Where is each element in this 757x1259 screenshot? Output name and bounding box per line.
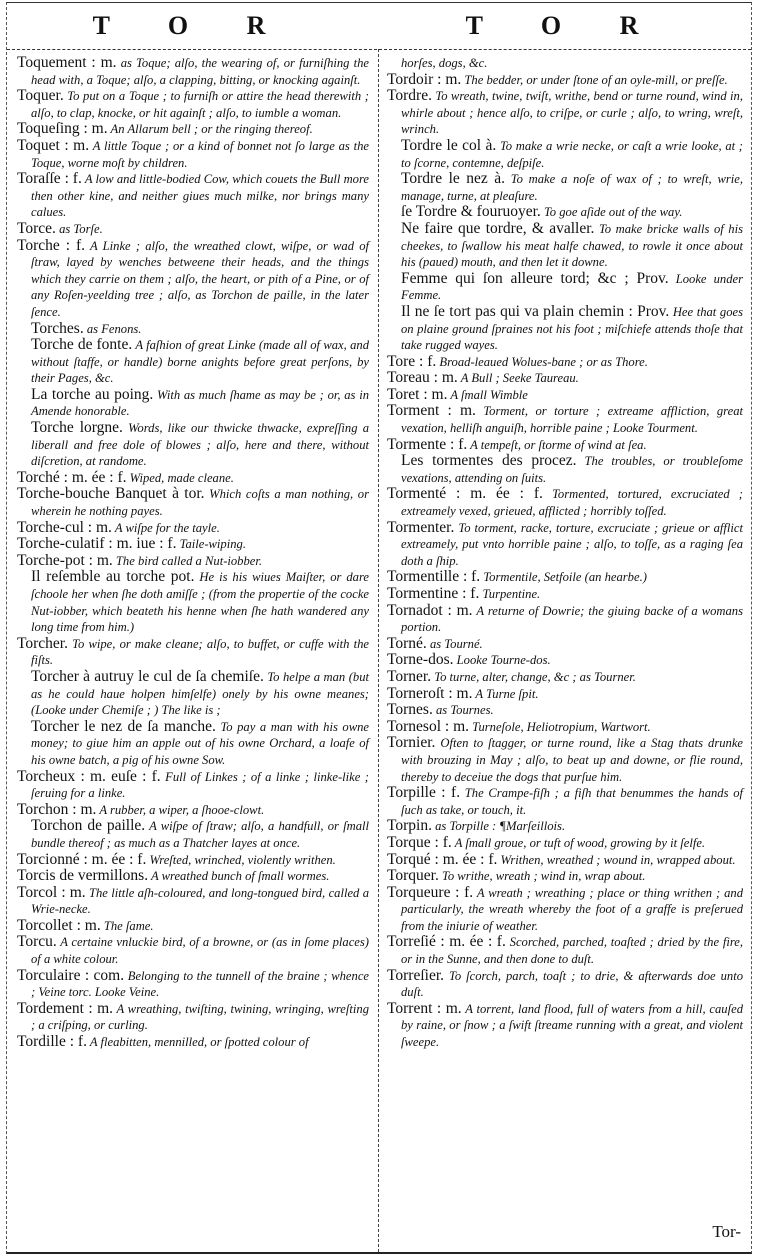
definition: To turne, alter, change, &c ; as Tourner. [431, 669, 636, 684]
dictionary-entry [387, 88, 743, 138]
definition: He is his wiues Maiſter, or dare ſchoole her when ſhe doth amiſſe ; (from the propertie of the cocke Nut-iobber, which beateth his henne when ſhe hath wandered any long time from him.) [31, 570, 369, 635]
dictionary-entry [17, 769, 369, 802]
definition: To pay a man with his owne money; to giue him an apple out of his owne Orchard, a loafe of his owne batch, a pig of his owne Sow. [31, 719, 369, 767]
definition: as Torpille : ¶Marſeillois. [431, 819, 566, 834]
dictionary-entry [17, 918, 369, 935]
dictionary-entry [387, 304, 743, 354]
dictionary-entry [17, 569, 369, 635]
definition: To wreath, twine, twiſt, writhe, bend or turne round, wind in, whirle about ; hence alſo, to criſpe, or curle ; alſo, to wring, wreſt, wrinch. [401, 89, 743, 137]
definition: A wiſpe of ſtraw; alſo, a handfull, or ſmall bundle thereof ; as much as a Thatcher layes at once. [31, 819, 369, 850]
headword: Torculaire : com. [17, 966, 125, 984]
left-column [17, 55, 369, 1051]
dictionary-entry [17, 420, 369, 470]
dictionary-entry [387, 271, 743, 304]
headword: Torcollet : m. [17, 916, 101, 934]
headword: Toquet : m. [17, 136, 90, 154]
headword: Torreſier. [387, 966, 445, 984]
dictionary-entry [17, 387, 369, 420]
definition: To make a noſe of wax of ; to wreſt, wrie, manage, turne, at pleaſure. [401, 172, 743, 203]
dictionary-entry [387, 968, 743, 1001]
dictionary-entry [17, 802, 369, 819]
definition: To writhe, wreath ; wind in, wrap about. [438, 869, 646, 884]
dictionary-entry [17, 1001, 369, 1034]
headword: Torche-cul : m. [17, 518, 112, 536]
definition: Tormentile, Setfoile (an hearbe.) [480, 570, 647, 585]
dictionary-entry [17, 520, 369, 537]
definition: Belonging to the tunnell of the braine ; whence ; Veine torc. Looke Veine. [31, 968, 370, 1000]
dictionary-entry [387, 370, 743, 387]
headword: Toret : m. [387, 385, 448, 403]
headword: Tordille : f. [17, 1033, 87, 1051]
dictionary-entry [387, 652, 743, 669]
dictionary-entry [17, 171, 369, 221]
headword: Tormenté : m. ée : f. [387, 485, 543, 503]
dictionary-entry [387, 403, 743, 436]
headword: Torcheux : m. euſe : f. [17, 767, 161, 785]
dictionary-entry [387, 520, 743, 570]
definition: The bedder, or under ſtone of an oyle-mill, or preſſe. [461, 72, 728, 87]
dictionary-entry [387, 669, 743, 686]
dictionary-entry [387, 1001, 743, 1051]
headword: Torquer. [387, 867, 439, 885]
headword: Torqueure : f. [387, 883, 474, 901]
definition: as Fenons. [83, 321, 142, 336]
dictionary-entry [387, 486, 743, 519]
dictionary-entry [17, 321, 369, 338]
headword: Tordre. [387, 87, 432, 105]
catchword: Tor- [712, 1222, 741, 1241]
dictionary-entry [387, 72, 743, 89]
dictionary-entry [387, 719, 743, 736]
headword: Torce. [17, 219, 56, 237]
dictionary-entry [387, 55, 743, 72]
definition: To wipe, or make cleane; alſo, to buffet, or cuffe with the fiſts. [31, 636, 369, 668]
dictionary-entry [17, 852, 369, 869]
headword: Torqué : m. ée : f. [387, 850, 498, 868]
definition: Turneſole, Heliotropium, Wartwort. [469, 719, 651, 734]
headword: Tordoir : m. [387, 70, 462, 88]
headword: Toquement : m. [17, 54, 117, 71]
dictionary-entry [17, 138, 369, 171]
definition: A returne of Dowrie; the giuing backe of a womans portion. [401, 603, 743, 635]
definition: as Toque; alſo, the wearing of, or furniſhing the head with, a Toque; alſo, a clapping, bitting, or knocking againſt. [31, 56, 370, 87]
definition: Words, like our thwicke thwacke, expreſſing a liberall and free dole of blowes ; alſo, here and there, without diſcretion, at randome. [31, 421, 369, 469]
dictionary-entry [387, 702, 743, 719]
definition: as Torſe. [55, 221, 103, 236]
dictionary-entry [17, 486, 369, 519]
definition: A tempeſt, or ſtorme of wind at ſea. [467, 437, 647, 452]
headword: Ne faire que tordre, & avaller. [401, 219, 595, 237]
headword: Tormentine : f. [387, 585, 480, 602]
dictionary-entry [17, 1034, 369, 1051]
definition: A low and little-bodied Cow, which couets the Bull more then other kine, and neither giues much milke, nor brings many calues. [31, 172, 370, 220]
definition: The little aſh-coloured, and long-tongued bird, called a Wrie-necke. [31, 885, 369, 917]
definition: To helpe a man (but as he could haue holpen himſelfe) onely by his owne meanes; (Looke under Chemiſe ; ) The like is ; [31, 669, 369, 718]
dictionary-entry [387, 636, 743, 653]
definition: A ſmall Wimble [447, 387, 528, 402]
headword: Torcher à autruy le cul de ſa chemiſe. [31, 667, 264, 685]
dictionary-entry [17, 553, 369, 570]
dictionary-entry [17, 636, 369, 669]
dictionary-entry [387, 437, 743, 454]
headword: Torneroſt : m. [387, 684, 473, 702]
headword: Toqueſing : m. [17, 120, 108, 138]
definition: A faſhion of great Linke (made all of wax, and without ſtaffe, or handle) borne anights before great perſons, by their Pages, &c. [31, 338, 369, 386]
definition: To make bricke walls of his cheekes, to ſwallow his meat halfe chawed, to rowle it once about his (paued) mouth, and then let it downe. [401, 221, 743, 270]
headword: Tornes. [387, 701, 433, 719]
headword: Tore : f. [387, 352, 437, 370]
definition: Taile-wiping. [176, 537, 246, 552]
dictionary-entry [387, 835, 743, 852]
dictionary-entry [17, 55, 369, 88]
definition: Torment, or torture ; extreame affliction, great vexation, helliſh anguiſh, horrible paine ; Looke Tourment. [401, 404, 743, 436]
headword: Torches. [31, 319, 84, 337]
column-divider [378, 49, 379, 1252]
headword: Torche de fonte. [31, 336, 133, 354]
definition: A ſmall groue, or tuft of wood, growing by it ſelfe. [451, 835, 706, 850]
headword: Torche-culatif : m. iue : f. [17, 535, 177, 553]
dictionary-entry [17, 121, 369, 138]
headword: Torcher le nez de ſa manche. [31, 717, 216, 735]
headword: Torcol : m. [17, 883, 86, 901]
headword: Tormenter. [387, 518, 455, 536]
headword: Tornier. [387, 734, 436, 752]
definition: Turpentine. [479, 587, 541, 601]
definition: Full of Linkes ; of a linke ; linke-like ; ſeruing for a linke. [31, 769, 369, 801]
dictionary-entry [387, 453, 743, 486]
headword: Tornesol : m. [387, 717, 470, 735]
dictionary-entry [17, 968, 369, 1001]
definition: Scorched, parched, toaſted ; dried by the fire, or in the Sunne, and then done to duſt. [401, 935, 744, 967]
dictionary-entry [17, 88, 369, 121]
dictionary-entry [387, 387, 743, 404]
dictionary-entry [387, 569, 743, 586]
definition: A little Toque ; or a kind of bonnet not ſo large as the Toque, worne moſt by children. [31, 138, 370, 170]
definition: Often to ſtagger, or turne round, like a Stag thats drunke with brouzing in May ; alſo, to beat up and downe, or flie round, thereby to deceiue the dogs that purſue him. [401, 736, 743, 784]
definition: Hee that goes on plaine ground ſpraines not his foot ; miſchiefe attends thoſe that take rugged wayes. [401, 304, 743, 353]
headword: Tormentille : f. [387, 568, 481, 586]
dictionary-entry [387, 354, 743, 371]
definition: A rubber, a wiper, a ſhooe-clowt. [96, 802, 265, 817]
headword: Torrent : m. [387, 999, 462, 1017]
definition: Writhen, wreathed ; wound in, wrapped about. [497, 852, 736, 867]
dictionary-entry [387, 735, 743, 785]
headword: Tordre le nez à. [401, 170, 505, 188]
definition: To put on a Toque ; to furniſh or attire the head therewith ; alſo, to clap, knocke, or hit againſt ; alſo, to iumble a woman. [31, 89, 369, 120]
headword: Les tormentes des procez. [401, 452, 577, 470]
definition: Wiped, made cleane. [126, 470, 234, 485]
running-header-left: T O R [7, 3, 377, 50]
headword: Toreau : m. [387, 369, 458, 387]
headword: ſe Tordre & fouruoyer. [401, 203, 541, 221]
dictionary-entry [387, 138, 743, 171]
definition: A wreathed bunch of ſmall wormes. [148, 869, 330, 884]
definition: Looke under Femme. [401, 271, 743, 303]
dictionary-entry [387, 603, 743, 636]
definition: To goe aſide out of the way. [540, 205, 683, 220]
definition: To ſcorch, parch, toaſt ; to drie, & afterwards doe unto duſt. [401, 968, 743, 1000]
definition: Looke Tourne-dos. [453, 653, 551, 668]
definition: An Allarum bell ; or the ringing thereof. [107, 122, 313, 137]
definition: Broad-leaued Wolues-bane ; or as Thore. [436, 354, 648, 369]
headword: Torchon : m. [17, 800, 97, 818]
dictionary-entry [387, 171, 743, 204]
headword: Torché : m. ée : f. [17, 468, 127, 486]
headword: Tordement : m. [17, 999, 114, 1017]
headword: Torment : m. [387, 402, 476, 420]
definition: A Turne ſpit. [472, 686, 539, 701]
headword: Torche : f. [17, 236, 86, 254]
dictionary-entry [17, 868, 369, 885]
headword: Torchon de paille. [31, 817, 146, 835]
definition: To torment, racke, torture, excruciate ; grieue or afflict extreamely, put vnto horrible paine ; alſo, to toſſe, as a raging ſea doth a ſhip. [401, 520, 743, 568]
definition: A wreath ; wreathing ; place or thing writhen ; and particularly, the wreath whereby the foot of a graffe is preſerued from the iniurie of weather. [401, 885, 743, 933]
headword: Torreſié : m. ée : f. [387, 933, 506, 951]
running-header-right: T O R [379, 3, 751, 50]
definition: The Crampe-fiſh ; a fiſh that benummes the hands of ſuch as take, or touch, it. [401, 786, 743, 817]
definition: as Tournes. [432, 703, 494, 718]
dictionary-entry [17, 238, 369, 321]
headword: Torcis de vermillons. [17, 867, 149, 885]
dictionary-entry [387, 586, 743, 603]
definition: The ſame. [100, 918, 154, 933]
dictionary-entry [17, 221, 369, 238]
headword: Torne-dos. [387, 651, 454, 669]
dictionary-entry [17, 337, 369, 387]
dictionary-entry [387, 934, 743, 967]
dictionary-entry [387, 852, 743, 869]
headword: Tormente : f. [387, 435, 468, 453]
dictionary-entry [387, 686, 743, 703]
headword: Torche-bouche Banquet à tor. [17, 485, 205, 503]
definition: To make a wrie necke, or caſt a wrie looke, at ; to ſcorne, contemne, deſpiſe. [401, 138, 744, 170]
dictionary-entry [17, 818, 369, 851]
definition: Wreſted, wrinched, violently writhen. [146, 852, 336, 867]
headword: Torcionné : m. ée : f. [17, 850, 147, 868]
right-column [387, 55, 743, 1051]
headword: Toraſſe : f. [17, 170, 82, 188]
definition: A fleabitten, mennilled, or ſpotted colour of [86, 1035, 309, 1050]
definition: A wreathing, twiſting, twining, wringing, wreſting ; a criſping, or curling. [31, 1001, 369, 1033]
dictionary-entry [387, 204, 743, 221]
definition: as Tourné. [426, 636, 483, 651]
headword: Torcu. [17, 933, 57, 951]
definition: The bird called a Nut-iobber. [112, 553, 263, 568]
headword: Torche-pot : m. [17, 551, 113, 569]
dictionary-entry [17, 536, 369, 553]
definition: A torrent, land flood, full of waters from a hill, cauſed by raine, or ſnow ; a ſwift ſtreame running with a great, and violent ſweepe. [401, 1001, 743, 1050]
definition: Which coſts a man nothing, or wherein he nothing payes. [31, 487, 369, 519]
definition: With as much ſhame as may be ; or, as in Amende honorable. [31, 387, 369, 419]
headword: Femme qui ſon alleure tord; &c ; Prov. [401, 269, 669, 287]
headword: Il ne ſe tort pas qui va plain chemin : Prov. [401, 302, 670, 320]
dictionary-entry [17, 719, 369, 769]
headword: Il reſemble au torche pot. [31, 568, 195, 586]
dictionary-entry [387, 885, 743, 935]
headword: Tordre le col à. [401, 136, 497, 154]
headword: Torche lorgne. [31, 419, 123, 437]
dictionary-page [6, 2, 752, 1254]
definition: A Bull ; Seeke Taureau. [457, 371, 579, 386]
headword: Torpille : f. [387, 784, 461, 802]
dictionary-entry [17, 885, 369, 918]
definition: A wiſpe for the tayle. [111, 520, 220, 535]
dictionary-entry [17, 934, 369, 967]
headword: Toquer. [17, 87, 64, 105]
definition: Tormented, tortured, excruciated ; extreamely vexed, grieued, afflicted ; horribly toſſed. [401, 487, 743, 519]
definition: A certaine vnluckie bird, of a browne, or (as in ſome places) of a white colour. [31, 935, 369, 967]
definition: A Linke ; alſo, the wreathed clowt, wiſpe, or wad of ſtraw, layed by wenches betweene their heads, and the things which they carrie on them ; alſo, the heart, or pith of a Pine, or of any Roſen-yeelding tree ; alſo, as Torchon de paille, in the later ſence. [31, 238, 369, 319]
headword: Torque : f. [387, 833, 452, 851]
dictionary-entry [387, 868, 743, 885]
headword: La torche au poing. [31, 385, 154, 403]
headword: Torner. [387, 667, 432, 685]
dictionary-entry [387, 221, 743, 271]
definition: horſes, dogs, &c. [401, 56, 488, 70]
dictionary-entry [387, 818, 743, 835]
headword: Torcher. [17, 634, 68, 652]
dictionary-entry [17, 669, 369, 719]
dictionary-entry [387, 785, 743, 818]
headword: Tornadot : m. [387, 601, 473, 619]
definition: The troubles, or troubleſome vexations, attending on ſuits. [401, 454, 743, 485]
headword: Torné. [387, 634, 427, 652]
headword: Torpin. [387, 817, 432, 835]
dictionary-entry [17, 470, 369, 487]
